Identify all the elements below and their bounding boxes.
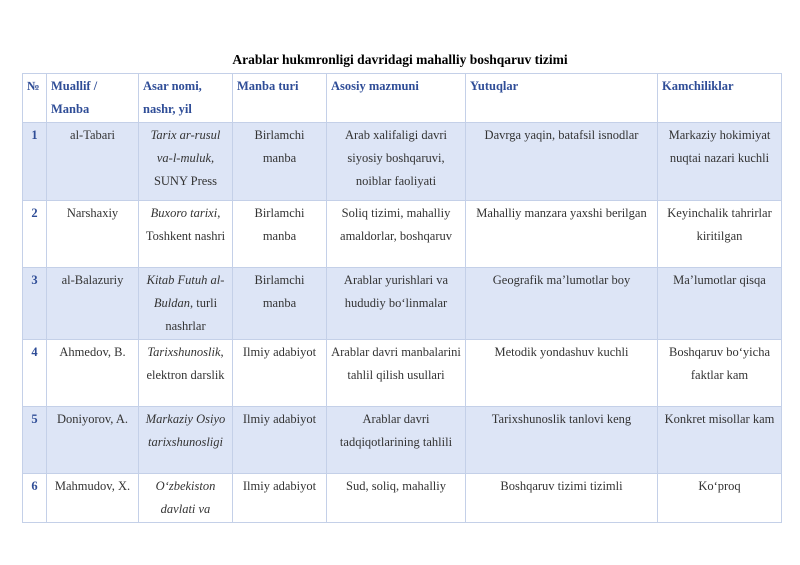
row-weaknesses: Markaziy hokimiyat nuqtai nazari kuchli	[658, 123, 782, 201]
work-publisher: , elektron darslik	[146, 345, 225, 382]
header-content: Asosiy mazmuni	[327, 74, 466, 123]
row-strengths: Davrga yaqin, batafsil isnodlar	[466, 123, 658, 201]
row-num: 3	[23, 268, 47, 340]
header-weaknesses: Kamchiliklar	[658, 74, 782, 123]
row-author: Narshaxiy	[47, 201, 139, 268]
work-publisher: SUNY Press	[153, 174, 218, 188]
work-title: Buxoro tarixi	[150, 206, 218, 220]
row-author: Doniyorov, A.	[47, 407, 139, 474]
work-title: Markaziy Osiyo tarixshunosligi	[145, 412, 226, 449]
work-title: Tarix ar-rusul va-l-muluk,	[150, 128, 221, 165]
work-title: Kitab Futuh al-Buldan	[146, 273, 225, 310]
table-row	[23, 201, 782, 268]
table-row	[23, 474, 782, 523]
table-row	[23, 407, 782, 474]
table-row	[23, 123, 782, 201]
work-title: O‘zbekiston davlati va	[155, 479, 216, 516]
header-author: Muallif / Manba	[47, 74, 139, 123]
row-work	[139, 268, 233, 340]
row-num: 2	[23, 201, 47, 268]
row-num: 6	[23, 474, 47, 523]
header-strengths: Yutuqlar	[466, 74, 658, 123]
header-type: Manba turi	[233, 74, 327, 123]
row-author: al-Balazuriy	[47, 268, 139, 340]
row-weaknesses: Boshqaruv bo‘yicha faktlar kam	[658, 340, 782, 407]
row-num: 5	[23, 407, 47, 474]
row-strengths: Mahalliy manzara yaxshi berilgan	[466, 201, 658, 268]
row-content: Arab xalifaligi davri siyosiy boshqaruvi, noiblar faoliyati	[327, 123, 466, 201]
row-type: Ilmiy adabiyot	[233, 407, 327, 474]
row-author: al-Tabari	[47, 123, 139, 201]
row-type: Ilmiy adabiyot	[233, 474, 327, 523]
row-work	[139, 201, 233, 268]
row-weaknesses: Konkret misollar kam	[658, 407, 782, 474]
row-work	[139, 407, 233, 474]
row-strengths: Geografik ma’lumotlar boy	[466, 268, 658, 340]
row-work	[139, 474, 233, 523]
row-content: Soliq tizimi, mahalliy amaldorlar, boshqaruv	[327, 201, 466, 268]
row-author: Mahmudov, X.	[47, 474, 139, 523]
row-num: 1	[23, 123, 47, 201]
row-weaknesses: Keyinchalik tahrirlar kiritilgan	[658, 201, 782, 268]
row-num: 4	[23, 340, 47, 407]
work-publisher: , Toshkent nashri	[145, 206, 226, 243]
row-content: Arablar davri tadqiqotlarining tahlili	[327, 407, 466, 474]
table-header-row	[23, 74, 782, 123]
table-row	[23, 268, 782, 340]
row-content: Arablar davri manbalarini tahlil qilish usullari	[327, 340, 466, 407]
row-author: Ahmedov, B.	[47, 340, 139, 407]
row-work	[139, 123, 233, 201]
row-strengths: Boshqaruv tizimi tizimli	[466, 474, 658, 523]
row-work	[139, 340, 233, 407]
work-title: Tarixshunoslik	[147, 345, 221, 359]
row-type: Birlamchi manba	[233, 268, 327, 340]
row-strengths: Metodik yondashuv kuchli	[466, 340, 658, 407]
row-weaknesses: Ko‘proq	[658, 474, 782, 523]
sources-table	[22, 73, 782, 523]
table-row	[23, 340, 782, 407]
row-strengths: Tarixshunoslik tanlovi keng	[466, 407, 658, 474]
row-content: Arablar yurishlari va hududiy bo‘linmalar	[327, 268, 466, 340]
header-work: Asar nomi, nashr, yil	[139, 74, 233, 123]
row-weaknesses: Ma’lumotlar qisqa	[658, 268, 782, 340]
header-num: №	[23, 74, 47, 123]
work-publisher: , turli nashrlar	[165, 296, 218, 333]
row-type: Birlamchi manba	[233, 123, 327, 201]
row-type: Birlamchi manba	[233, 201, 327, 268]
row-content: Sud, soliq, mahalliy	[327, 474, 466, 523]
document-title: Arablar hukmronligi davridagi mahalliy boshqaruv tizimi	[232, 52, 568, 67]
row-type: Ilmiy adabiyot	[233, 340, 327, 407]
